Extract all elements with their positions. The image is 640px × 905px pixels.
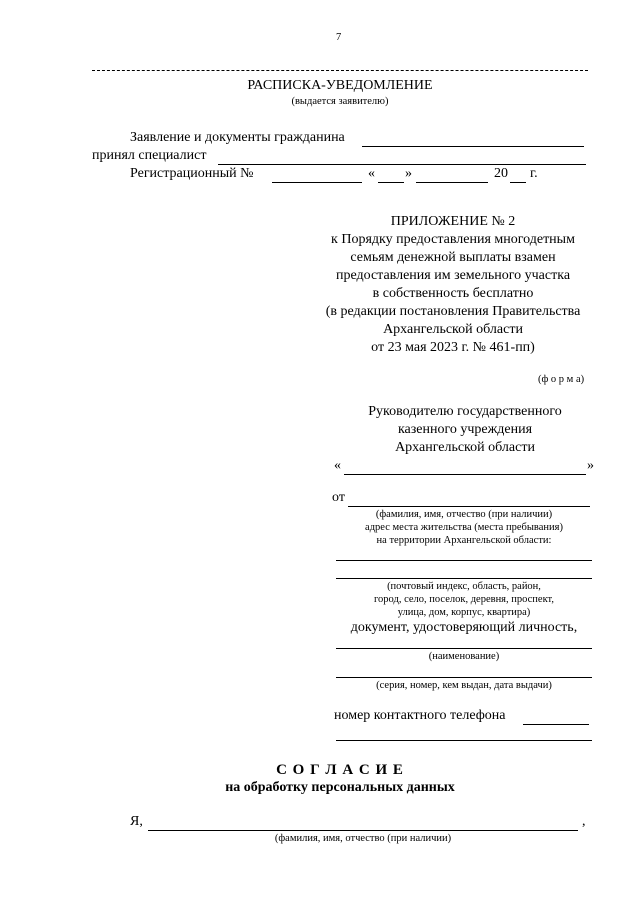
phone-label: номер контактного телефона bbox=[334, 708, 506, 723]
applicant-field[interactable] bbox=[362, 146, 584, 147]
reg-number-label: Регистрационный № bbox=[130, 166, 254, 181]
appendix-line: Архангельской области bbox=[383, 322, 523, 337]
appendix-line: предоставления им земельного участка bbox=[335, 268, 571, 283]
receipt-subtitle: (выдается заявителю) bbox=[291, 96, 389, 107]
residence-hint-2: на территории Архангельской области: bbox=[376, 535, 552, 546]
receipt-specialist-label: принял специалист bbox=[92, 148, 207, 163]
specialist-field[interactable] bbox=[218, 164, 586, 165]
form-label: (ф о р м а) bbox=[538, 374, 585, 385]
consent-fio-field[interactable] bbox=[148, 830, 578, 831]
id-document-label: документ, удостоверяющий личность, bbox=[350, 620, 578, 635]
reg-day-field[interactable] bbox=[378, 182, 404, 183]
id-doc-name-hint: (наименование) bbox=[428, 651, 500, 662]
from-fio-hint: (фамилия, имя, отчество (при наличии) bbox=[375, 509, 553, 520]
id-doc-details-field[interactable] bbox=[336, 677, 592, 678]
reg-quote-close: » bbox=[405, 166, 412, 181]
id-doc-details-hint: (серия, номер, кем выдан, дата выдачи) bbox=[376, 680, 552, 691]
consent-subtitle: на обработку персональных данных bbox=[225, 780, 455, 795]
from-fio-field[interactable] bbox=[348, 506, 590, 507]
address-hint: (почтовый индекс, область, район, bbox=[387, 581, 541, 592]
addressee-line: Архангельской области bbox=[395, 440, 535, 455]
address-hint-2: город, село, поселок, деревня, проспект, bbox=[374, 594, 554, 605]
phone-extra-field[interactable] bbox=[336, 740, 592, 741]
page-number: 7 bbox=[336, 32, 342, 43]
institution-name-field[interactable] bbox=[344, 474, 586, 475]
consent-comma: , bbox=[582, 814, 586, 829]
consent-i-label: Я, bbox=[130, 814, 143, 829]
institution-quote-open: « bbox=[334, 458, 341, 473]
consent-title: С О Г Л А С И Е bbox=[276, 762, 404, 778]
reg-month-field[interactable] bbox=[416, 182, 488, 183]
address-field-1[interactable] bbox=[336, 560, 592, 561]
address-hint-3: улица, дом, корпус, квартира) bbox=[397, 607, 531, 618]
residence-hint: адрес места жительства (места пребывания) bbox=[365, 522, 563, 533]
appendix-line: от 23 мая 2023 г. № 461-пп) bbox=[371, 340, 535, 355]
reg-year-field[interactable] bbox=[510, 182, 526, 183]
appendix-line: (в редакции постановления Правительства bbox=[325, 304, 581, 319]
addressee-line: Руководителю государственного bbox=[368, 404, 562, 419]
cut-line bbox=[92, 70, 588, 71]
appendix-line: в собственность бесплатно bbox=[372, 286, 534, 301]
reg-quote-open: « bbox=[368, 166, 375, 181]
from-label: от bbox=[332, 490, 345, 505]
appendix-line: к Порядку предоставления многодетным bbox=[331, 232, 575, 247]
reg-year-suffix: г. bbox=[530, 166, 538, 181]
address-field-2[interactable] bbox=[336, 578, 592, 579]
consent-fio-hint: (фамилия, имя, отчество (при наличии) bbox=[274, 833, 452, 844]
institution-quote-close: » bbox=[587, 458, 594, 473]
id-doc-name-field[interactable] bbox=[336, 648, 592, 649]
receipt-title: РАСПИСКА-УВЕДОМЛЕНИЕ bbox=[247, 78, 433, 93]
addressee-line: казенного учреждения bbox=[397, 422, 533, 437]
appendix-line: ПРИЛОЖЕНИЕ № 2 bbox=[390, 214, 516, 229]
reg-number-field[interactable] bbox=[272, 182, 362, 183]
phone-field[interactable] bbox=[523, 724, 589, 725]
appendix-line: семьям денежной выплаты взамен bbox=[350, 250, 556, 265]
receipt-applicant-label: Заявление и документы гражданина bbox=[130, 130, 345, 145]
reg-year-prefix: 20 bbox=[494, 166, 508, 181]
